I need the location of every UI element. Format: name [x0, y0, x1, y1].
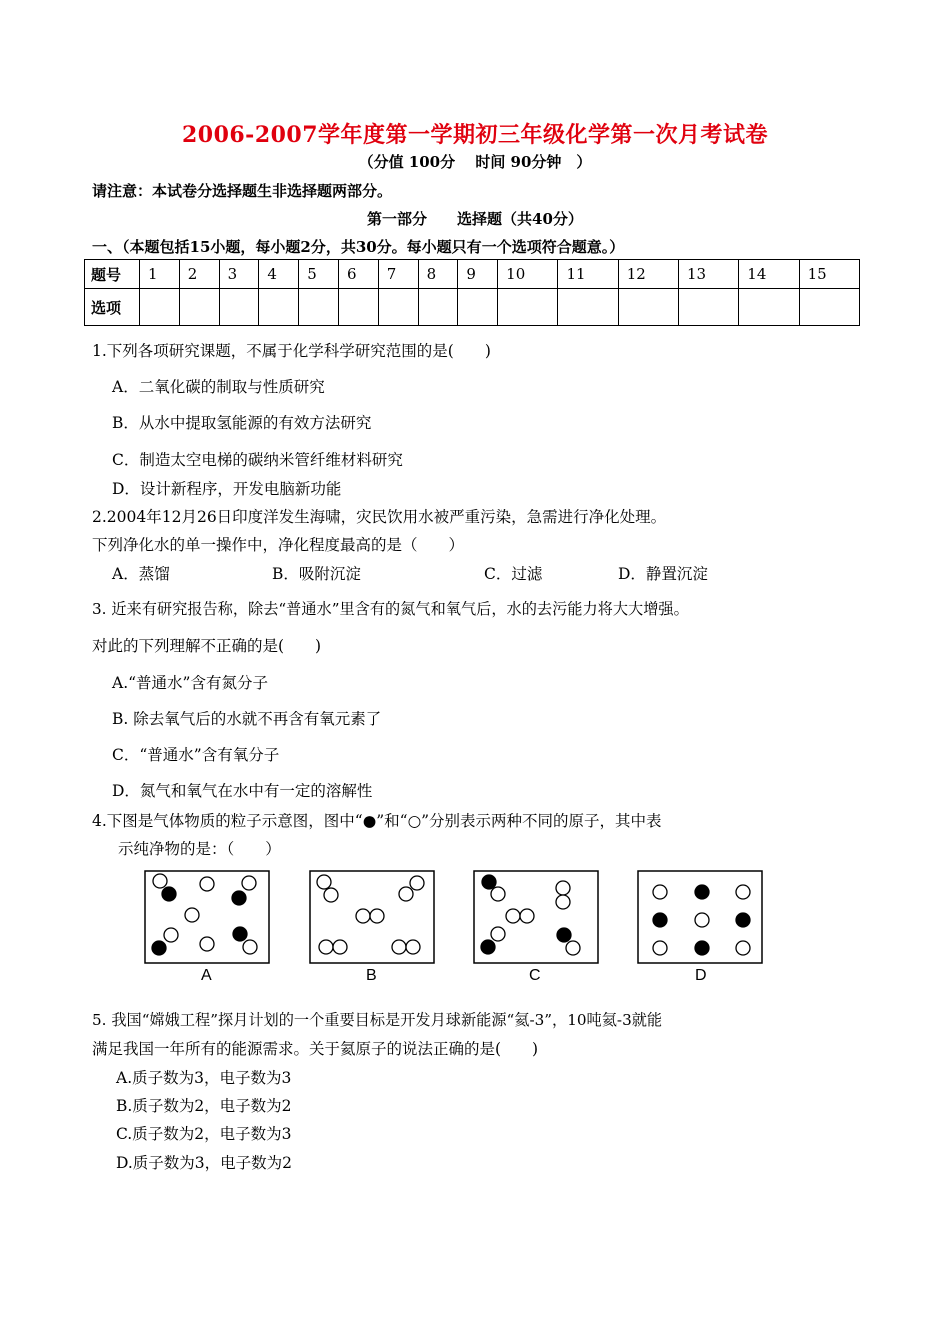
question-2-option-c: C．过滤: [484, 565, 543, 583]
question-number-cell: 4: [259, 260, 299, 289]
question-number-cell: 12: [618, 260, 678, 289]
question-4-stem-line1: 4.下图是气体物质的粒子示意图，图中“●”和“○”分别表示两种不同的原子，其中表: [92, 812, 662, 830]
question-number-cell: 1: [140, 260, 180, 289]
question-number-cell: 9: [458, 260, 498, 289]
question-1-option-a: A．二氧化碳的制取与性质研究: [112, 378, 325, 396]
answer-cell[interactable]: [498, 289, 558, 326]
particle-diagram-d: [637, 870, 763, 964]
answer-cell[interactable]: [799, 289, 859, 326]
question-5-option-c: C.质子数为2，电子数为3: [116, 1125, 292, 1143]
question-3-stem-line1: 3. 近来有研究报告称，除去“普通水”里含有的氮气和氧气后，水的去污能力将大大增强。: [92, 600, 689, 618]
question-2-option-a: A．蒸馏: [112, 565, 170, 583]
question-3-option-c: C．“普通水”含有氧分子: [112, 746, 280, 764]
answer-cell[interactable]: [259, 289, 299, 326]
diagram-label-c: C: [529, 967, 541, 984]
question-5-option-a: A.质子数为3，电子数为3: [116, 1069, 292, 1087]
answer-cell[interactable]: [378, 289, 418, 326]
question-5-option-d: D.质子数为3，电子数为2: [116, 1154, 293, 1172]
answer-cell[interactable]: [618, 289, 678, 326]
answer-cell[interactable]: [179, 289, 219, 326]
question-3-option-a: A.“普通水”含有氮分子: [112, 674, 268, 692]
diagram-label-a: A: [201, 967, 212, 984]
answer-cell[interactable]: [140, 289, 180, 326]
question-number-cell: 2: [179, 260, 219, 289]
table-header-cell: 选项: [85, 289, 140, 326]
particle-diagram-b: [309, 870, 435, 964]
question-number-cell: 8: [418, 260, 458, 289]
answer-cell[interactable]: [299, 289, 339, 326]
question-1-option-c: C．制造太空电梯的碳纳米管纤维材料研究: [112, 451, 403, 469]
table-row: [85, 260, 860, 289]
question-number-cell: 14: [739, 260, 799, 289]
question-3-stem-line2: 对此的下列理解不正确的是( ): [92, 637, 322, 655]
answer-cell[interactable]: [458, 289, 498, 326]
answer-cell[interactable]: [739, 289, 799, 326]
question-number-cell: 11: [558, 260, 618, 289]
section-instruction: 一、（本题包括15小题，每小题2分，共30分。每小题只有一个选项符合题意。）: [92, 238, 625, 256]
question-number-cell: 5: [299, 260, 339, 289]
question-1-stem: 1.下列各项研究课题，不属于化学科学研究范围的是( ): [92, 342, 491, 360]
question-5-stem-line1: 5. 我国“嫦娥工程”探月计划的一个重要目标是开发月球新能源“氦-3”，10吨氦-3就能: [92, 1011, 663, 1029]
question-number-cell: 10: [498, 260, 558, 289]
question-1-option-d: D．设计新程序，开发电脑新功能: [112, 480, 342, 498]
question-2-stem-line2: 下列净化水的单一操作中，净化程度最高的是（ ）: [92, 536, 465, 554]
question-3-option-b: B. 除去氧气后的水就不再含有氧元素了: [112, 710, 382, 728]
question-5-stem-line2: 满足我国一年所有的能源需求。关于氦原子的说法正确的是( ): [92, 1040, 539, 1058]
question-1-option-b: B．从水中提取氢能源的有效方法研究: [112, 414, 372, 432]
table-header-cell: 题号: [85, 260, 140, 289]
question-2-stem-line1: 2.2004年12月26日印度洋发生海啸，灾民饮用水被严重污染，急需进行净化处理。: [92, 508, 667, 526]
question-number-cell: 6: [338, 260, 378, 289]
answer-cell[interactable]: [558, 289, 618, 326]
question-2-option-b: B．吸附沉淀: [272, 565, 361, 583]
question-number-cell: 13: [679, 260, 739, 289]
diagram-label-d: D: [695, 967, 707, 984]
table-row: [85, 289, 860, 326]
answer-table: [84, 259, 860, 326]
part-title: 第一部分 选择题（共40分）: [367, 210, 583, 228]
exam-title: 2006-2007学年度第一学期初三年级化学第一次月考试卷: [181, 122, 769, 148]
diagram-label-b: B: [366, 967, 377, 984]
particle-diagram-a: [144, 870, 270, 964]
question-2-option-d: D．静置沉淀: [618, 565, 708, 583]
exam-subtitle: （分值 100分 时间 90分钟 ）: [358, 153, 592, 171]
question-number-cell: 3: [219, 260, 259, 289]
question-number-cell: 15: [799, 260, 859, 289]
question-5-option-b: B.质子数为2，电子数为2: [116, 1097, 292, 1115]
question-3-option-d: D．氮气和氧气在水中有一定的溶解性: [112, 782, 373, 800]
answer-cell[interactable]: [679, 289, 739, 326]
answer-cell[interactable]: [418, 289, 458, 326]
question-number-cell: 7: [378, 260, 418, 289]
answer-cell[interactable]: [338, 289, 378, 326]
particle-diagram-c: [473, 870, 599, 964]
answer-cell[interactable]: [219, 289, 259, 326]
notice-text: 请注意：本试卷分选择题生非选择题两部分。: [92, 182, 393, 200]
question-4-stem-line2: 示纯净物的是：（ ）: [118, 840, 281, 858]
